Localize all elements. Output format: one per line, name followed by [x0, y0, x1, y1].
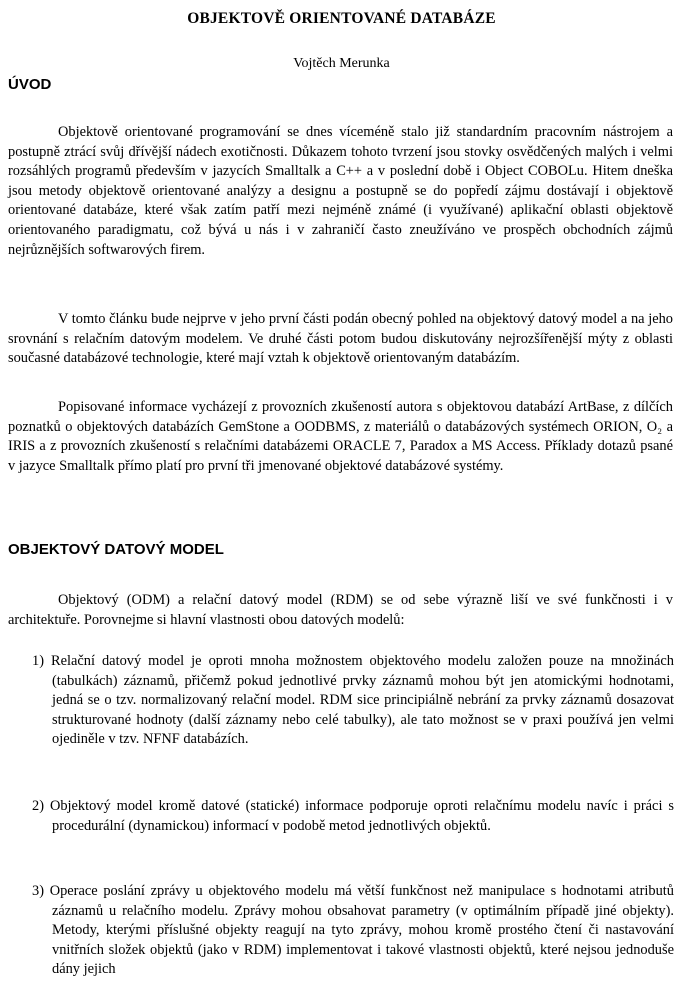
paragraph-intro-1: Objektově orientované programování se dnes víceméně stalo již standardním pracovním nástrojem a postupně ztrácí svůj dřívější nádech exotičnosti. Důkazem tohoto tvrzení jsou stovky osvědčených malých i velmi rozsáhlých programů především v jazycích Smalltalk a C++ a v poslední době i Object COBOLu. Hitem dneška jsou metody objektově orientované analýzy a designu a postupně se do popředí zájmu dostávají i objektově orientované databáze, které však zatím patří mezi nejméně známé (i využívané) aplikační oblasti objektově orientovaného paradigmatu, což bývá u nás i v zahraničí často zneužíváno ve prospěch obchodních zájmů nejrůznějších softwarových firem. [8, 124, 673, 258]
document-title: OBJEKTOVĚ ORIENTOVANÉ DATABÁZE [187, 10, 496, 27]
section-heading-uvod: ÚVOD [8, 76, 52, 93]
list-item: 1) Relační datový model je oproti mnoha možnostem objektového modelu založen pouze na množinách (tabulkách) záznamů, přičemž pokud jednotlivé prvky záznamů mohou být jen atomickými hodnotami, jedná se o tzv. normalizovaný relační model. RDM sice principiálně nebrání za prvky záznamů dosazovat strukturované hodnoty (další záznamy nebo celé tabulky), ale tato možnost se v praxi používá jen velmi ojediněle v tzv. NFNF databázích. [32, 653, 674, 748]
paragraph-intro-2: V tomto článku bude nejprve v jeho první části podán obecný pohled na objektový datový model a na jeho srovnání s relačním datovým modelem. Ve druhé části potom budou diskutovány nejrozšířenější mýty z oblasti současné databázové technologie, které mají vztah k objektově orientovaným databázím. [8, 311, 673, 367]
document-author: Vojtěch Merunka [293, 56, 390, 71]
paragraph-model-1: Objektový (ODM) a relační datový model (RDM) se od sebe výrazně liší ve své funkčnosti i v architektuře. Porovnejme si hlavní vlastnosti obou datových modelů: [8, 592, 673, 628]
list-item: 3) Operace poslání zprávy u objektového modelu má větší funkčnost než manipulace s hodnotami atributů záznamů u relačního modelu. Zprávy mohou obsahovat parametry (v optimálním případě jiné objekty). Metody, kterými příslušné objekty reagují na tyto zprávy, mohou kromě prostého čtení či nastavování vnitřních složek objektů (jako v RDM) implementovat i takové vlastnosti objektů, které nejsou jednoduše dány jejich [32, 883, 674, 978]
list-item: 2) Objektový model kromě datové (statické) informace podporuje oproti relačnímu modelu navíc i práci s procedurální (dynamickou) informací v podobě metod jednotlivých objektů. [32, 798, 674, 834]
section-heading-objektovy-datovy-model: OBJEKTOVÝ DATOVÝ MODEL [8, 541, 224, 558]
paragraph-intro-3: Popisované informace vycházejí z provozních zkušeností autora s objektovou databází ArtBase, z dílčích poznatků o objektových databázích GemStone a OODBMS, z materiálů o databázových systémech ORION, O₂ a IRIS a z provozních zkušeností s relačními databázemi ORACLE 7, Paradox a MS Access. Příklady dotazů psané v jazyce Smalltalk přímo platí pro první tři jmenované objektové databázové systémy. [8, 399, 673, 474]
